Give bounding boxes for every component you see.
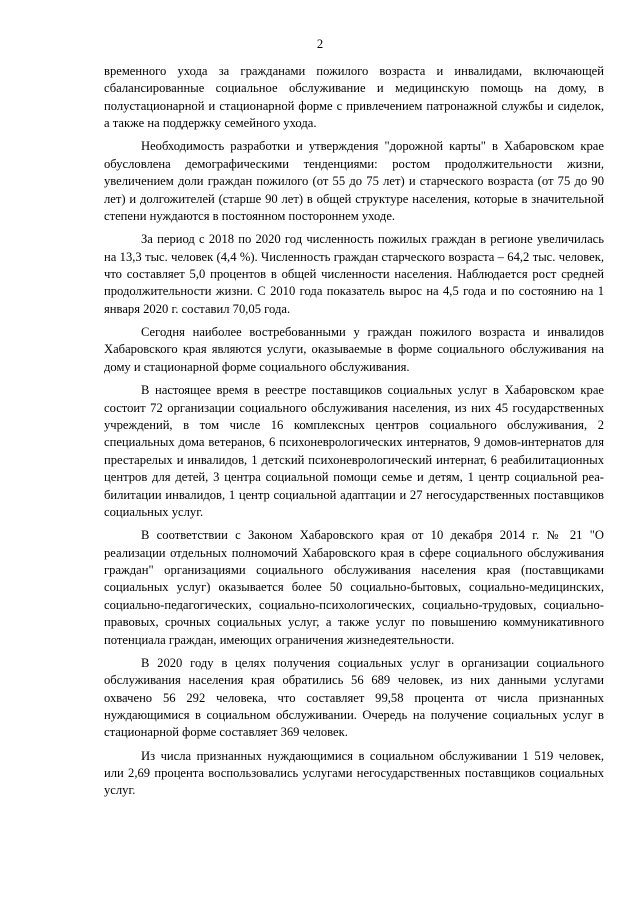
paragraph-roadmap-necessity: Необходимость разработки и утверждения "дорожной карты" в Хабаровском крае обусловлена демографическими тенденциями: ростом продолжительности жизни, увеличением доли граждан пожилого (от 55 до 75 лет) и старческого возраста (от 75 до 90 лет) и долгожителей (старше 90 лет) в общей структуре населения, которые в значительной степени нуждаются в постоянном постороннем уходе. <box>104 139 604 224</box>
paragraph-1-continuation: временного ухода за гражданами пожилого возраста и инвалидами, включающей сбалансированные социальное обслуживание и медицинскую помощь на дому, в полустационарной и стационарной форме с привлечением патронажной службы и сиделок, а также на поддержку семейного ухода. <box>104 64 604 131</box>
paragraph-demanded-services: Сегодня наиболее востребованными у граждан пожилого возраста и инвалидов Хабаровского края являются услуги, оказываемые в форме социального обслуживания на дому и стационарной форме социального обслуживания. <box>104 325 604 374</box>
document-body <box>104 63 604 806</box>
paragraph-elderly-population: За период с 2018 по 2020 год численность пожилых граждан в регионе увеличилась на 13,3 тыс. человек (4,4 %). Численность граждан старческого возраста – 64,2 тыс. человек, что составляет 5,0 процентов в общей численности населения. Наблюдается рост средней продолжительности жизни. С 2010 года показатель вырос на 4,5 года и по состоянию на 1 января 2020 г. составил 70,05 года. <box>104 232 604 316</box>
paragraph-nongovernment-providers: Из числа признанных нуждающимися в социальном обслуживании 1 519 человек, или 2,69 процента воспользовались услугами негосударственных поставщиков социальных услуг. <box>104 748 604 798</box>
paragraph-law-services: В соответствии с Законом Хабаровского края от 10 декабря 2014 г. № 21 "О реализации отдельных полномочий Хабаровского края в сфере социального обслуживания граждан" организациями социального обслуживания населения края (поставщиками социальных услуг) оказывается более 50 социально-бытовых, социально-медицинских, социально-педагогических, социально-психологических, социально-трудовых, социально-правовых, срочных социальных услуг, а также услуг по повышению коммуникативного потенциала граждан, имеющих ограничения жизнедеятельности. <box>104 528 604 647</box>
paragraph-provider-registry: В настоящее время в реестре поставщиков социальных услуг в Хабаровском крае состоит 72 организации социального обслуживания населения, из них 45 государственных учреждений, в том числе 16 комплексных центров социального обслуживания, 2 специальных дома ветеранов, 6 психоневрологических интернатов, 9 домов-интернатов для престарелых и инвалидов, 1 детский психоневрологический интернат, 6 реабилитационных центров для детей, 3 центра социальной помощи семье и детям, 1 центр социальной реабилитации инвалидов, 1 центр социальной адаптации и 27 негосударственных поставщиков социальных услуг. <box>104 383 604 519</box>
paragraph-2020-statistics: В 2020 году в целях получения социальных услуг в организации социального обслуживания населения края обратились 56 689 человек, из них данными услугами охвачено 56 292 человека, что составляет 99,58 процента от числа признанных нуждающимися в социальном обслуживании. Очередь на получение социальных услуг в стационарной форме составляет 369 человек. <box>104 655 604 740</box>
page-number: 2 <box>316 37 324 51</box>
